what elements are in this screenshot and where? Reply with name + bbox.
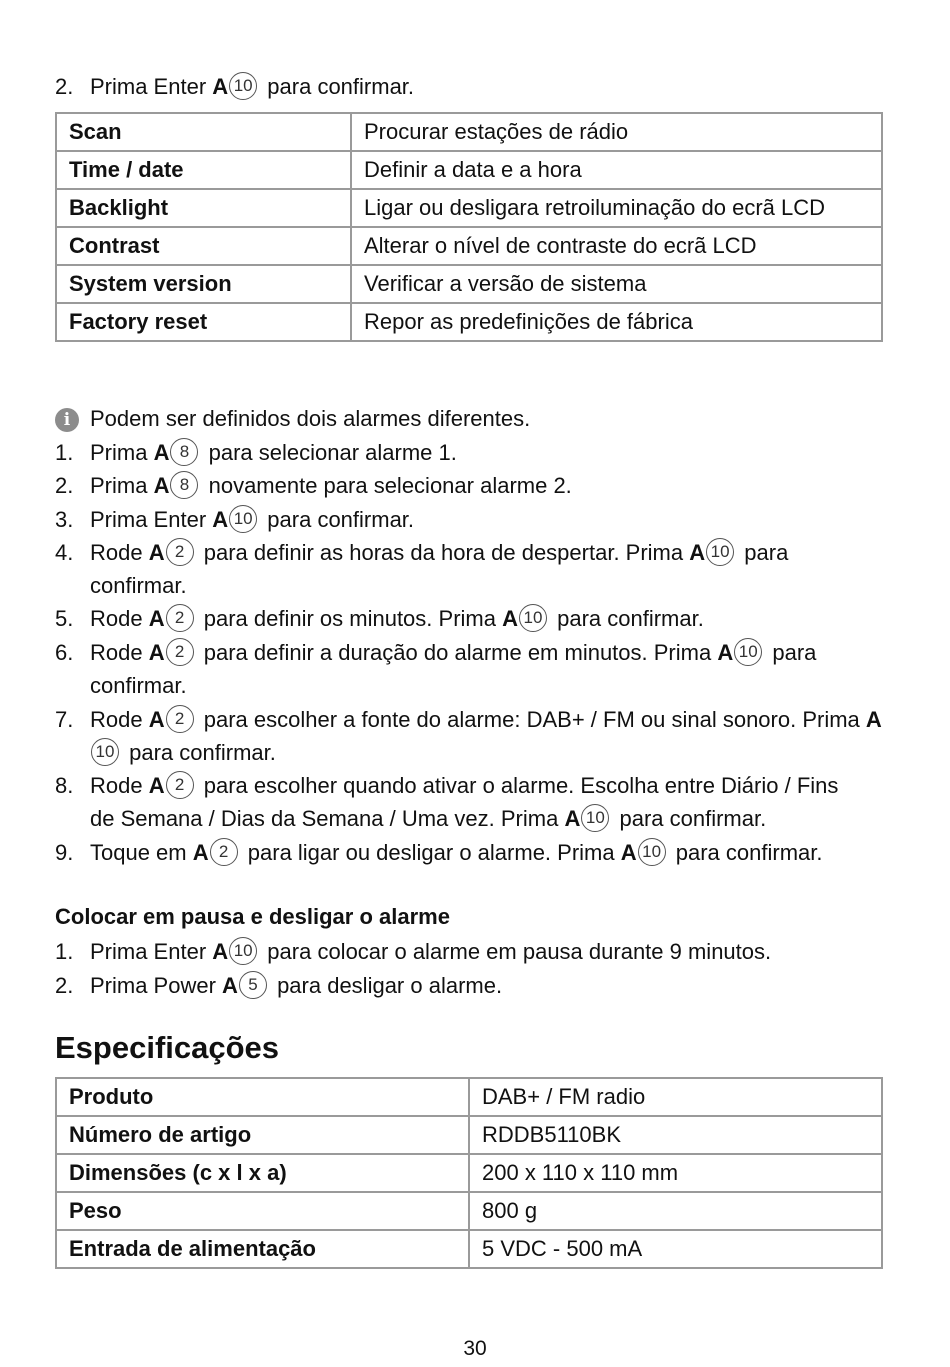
step-number: 5. (55, 606, 74, 631)
menu-options-table (55, 112, 883, 342)
step-body (90, 769, 895, 835)
step-text: para confirmar. (129, 740, 276, 765)
step-number: 8. (55, 773, 74, 798)
ref-letter: A (564, 806, 581, 831)
step-text: Prima (90, 440, 148, 465)
step-number: 3. (55, 507, 74, 532)
circled-number: 10 (519, 604, 547, 632)
circled-number: 10 (229, 937, 257, 965)
ref-letter: A (222, 973, 238, 998)
table-row (56, 151, 882, 189)
step-text: Prima Enter (90, 74, 207, 99)
circled-number: 2 (166, 604, 194, 632)
page-number: 30 (463, 1337, 487, 1360)
circled-number: 5 (239, 971, 267, 999)
step-text: confirmar. (90, 673, 187, 698)
table-row (56, 1230, 882, 1268)
ref-letter: A (502, 606, 518, 631)
step-text: Rode (90, 773, 143, 798)
spec-key: Número de artigo (56, 1116, 469, 1154)
list-item (55, 636, 895, 702)
ref-letter: A (717, 640, 734, 665)
step-body (90, 469, 895, 502)
ref-letter: A (148, 640, 165, 665)
menu-key: System version (56, 265, 351, 303)
menu-value: Procurar estações de rádio (351, 113, 882, 151)
step-text: para confirmar. (557, 606, 704, 631)
menu-value: Alterar o nível de contraste do ecrã LCD (351, 227, 882, 265)
step-text: para desligar o alarme. (277, 973, 503, 998)
ref-letter: A (153, 473, 170, 498)
menu-value: Repor as predefinições de fábrica (351, 303, 882, 341)
circled-number: 8 (170, 471, 198, 499)
list-item (55, 935, 895, 968)
circled-number: 2 (166, 638, 194, 666)
ref-letter: A (689, 540, 706, 565)
circled-number: 10 (638, 838, 666, 866)
list-item (55, 703, 895, 769)
spec-value: DAB+ / FM radio (469, 1078, 882, 1116)
circled-number: 2 (166, 538, 194, 566)
ref-letter: A (148, 606, 165, 631)
spec-key: Produto (56, 1078, 469, 1116)
spec-key: Peso (56, 1192, 469, 1230)
ref-letter: A (192, 840, 209, 865)
circled-number: 10 (229, 505, 257, 533)
step-text: Rode (90, 640, 143, 665)
spec-value: 5 VDC - 500 mA (469, 1230, 882, 1268)
table-row (56, 189, 882, 227)
info-icon: i (55, 408, 79, 432)
step-number: 2. (55, 74, 74, 99)
step-number: 4. (55, 540, 74, 565)
circled-number: 2 (166, 705, 194, 733)
step-number: 7. (55, 707, 74, 732)
menu-key: Backlight (56, 189, 351, 227)
info-note (55, 402, 895, 435)
step-text: Rode (90, 540, 143, 565)
table-row (56, 1192, 882, 1230)
menu-key: Factory reset (56, 303, 351, 341)
step-number: 1. (55, 939, 74, 964)
step-text: para definir a duração do alarme em minutos. Prima (203, 640, 712, 665)
menu-value: Definir a data e a hora (351, 151, 882, 189)
table-row (56, 265, 882, 303)
step-text: de Semana / Dias da Semana / Uma vez. Prima (90, 806, 559, 831)
circled-number: 8 (170, 438, 198, 466)
circled-number: 10 (91, 738, 119, 766)
ref-letter: A (212, 74, 229, 99)
ref-letter: A (153, 440, 170, 465)
intro-step (55, 70, 895, 103)
step-text: Prima Enter (90, 939, 207, 964)
list-item (55, 436, 895, 469)
step-text: para colocar o alarme em pausa durante 9 minutos. (267, 939, 772, 964)
step-text: Toque em (90, 840, 187, 865)
step-text: Rode (90, 606, 143, 631)
menu-value: Verificar a versão de sistema (351, 265, 882, 303)
ref-letter: A (212, 939, 229, 964)
menu-key: Contrast (56, 227, 351, 265)
spec-key: Entrada de alimentação (56, 1230, 469, 1268)
step-body (90, 536, 895, 602)
step-text: para definir os minutos. Prima (203, 606, 496, 631)
step-body (90, 636, 895, 702)
step-number: 2. (55, 473, 74, 498)
step-text: Prima Enter (90, 507, 207, 532)
ref-letter: A (148, 707, 165, 732)
list-item (55, 536, 895, 602)
table-row (56, 113, 882, 151)
table-row (56, 227, 882, 265)
step-number: 2. (55, 973, 74, 998)
ref-letter: A (148, 773, 165, 798)
menu-key: Time / date (56, 151, 351, 189)
step-text: Prima (90, 473, 148, 498)
list-item (55, 836, 895, 869)
step-text: confirmar. (90, 573, 187, 598)
step-text: Prima Power (90, 973, 216, 998)
circled-number: 2 (166, 771, 194, 799)
circled-number: 10 (706, 538, 734, 566)
step-text: para ligar ou desligar o alarme. Prima (247, 840, 615, 865)
step-text: para confirmar. (267, 74, 415, 99)
table-row (56, 1078, 882, 1116)
circled-number: 10 (734, 638, 762, 666)
circled-number: 2 (210, 838, 238, 866)
list-item (55, 469, 895, 502)
specs-table (55, 1077, 883, 1269)
step-body (90, 703, 895, 769)
step-text: para (772, 640, 817, 665)
step-text: para escolher quando ativar o alarme. Escolha entre Diário / Fins (203, 773, 839, 798)
list-item (55, 602, 895, 635)
section-heading-specs: Especificações (55, 1030, 280, 1065)
step-body (90, 602, 895, 635)
table-row (56, 1154, 882, 1192)
step-text: para escolher a fonte do alarme: DAB+ / FM ou sinal sonoro. Prima (203, 707, 860, 732)
step-text: novamente para selecionar alarme 2. (208, 473, 572, 498)
list-item (55, 769, 895, 835)
step-body (90, 836, 895, 869)
step-body (90, 436, 895, 469)
spec-key: Dimensões (c x l x a) (56, 1154, 469, 1192)
spec-value: RDDB5110BK (469, 1116, 882, 1154)
step-text: para (744, 540, 789, 565)
spec-value: 200 x 110 x 110 mm (469, 1154, 882, 1192)
section-heading-snooze: Colocar em pausa e desligar o alarme (55, 904, 450, 929)
menu-value: Ligar ou desligara retroiluminação do ecrã LCD (351, 189, 882, 227)
step-number: 1. (55, 440, 74, 465)
step-number: 6. (55, 640, 74, 665)
step-text: Rode (90, 707, 143, 732)
spec-value: 800 g (469, 1192, 882, 1230)
circled-number: 10 (229, 72, 257, 100)
list-item (55, 969, 895, 1002)
step-body (90, 503, 895, 536)
ref-letter: A (865, 707, 882, 732)
ref-letter: A (148, 540, 165, 565)
step-text: para confirmar. (619, 806, 767, 831)
list-item (55, 503, 895, 536)
step-text: para confirmar. (267, 507, 415, 532)
table-row (56, 1116, 882, 1154)
ref-letter: A (620, 840, 637, 865)
table-row (56, 303, 882, 341)
step-number: 9. (55, 840, 74, 865)
step-text: para confirmar. (675, 840, 823, 865)
step-text: para definir as horas da hora de despertar. Prima (203, 540, 684, 565)
ref-letter: A (212, 507, 229, 532)
step-text: para selecionar alarme 1. (208, 440, 457, 465)
info-note-text: Podem ser definidos dois alarmes diferentes. (90, 406, 531, 431)
circled-number: 10 (581, 804, 609, 832)
menu-key: Scan (56, 113, 351, 151)
